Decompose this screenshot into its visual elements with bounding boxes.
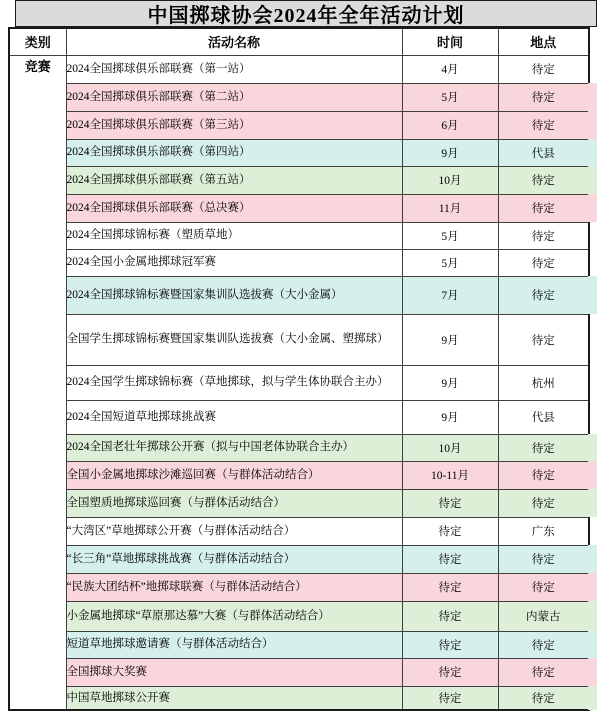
table-row <box>9 400 589 434</box>
activity-time-cell: 待定 <box>402 573 498 601</box>
activity-time-cell: 9月 <box>402 139 498 166</box>
activity-name-cell: 中国草地掷球公开赛 <box>66 686 402 710</box>
row-color-bleed-segment <box>588 545 597 573</box>
row-color-bleed-segment <box>588 194 597 222</box>
activity-time-cell: 待定 <box>402 631 498 658</box>
activity-place-cell: 代县 <box>498 400 589 434</box>
activity-time-cell: 10-11月 <box>402 461 498 489</box>
row-color-bleed-segment <box>588 461 597 489</box>
activity-place-cell: 待定 <box>498 686 589 710</box>
activity-name-cell: 2024全国掷球俱乐部联赛（总决赛） <box>66 194 402 222</box>
row-color-bleed-segment <box>588 365 597 400</box>
header-row <box>9 28 589 55</box>
row-color-bleed-segment <box>588 83 597 111</box>
activity-place-cell: 待定 <box>498 276 589 314</box>
activity-time-cell: 待定 <box>402 686 498 710</box>
table-row <box>9 686 589 710</box>
col-header-category: 类别 <box>9 28 66 55</box>
row-color-bleed-segment <box>588 314 597 365</box>
activity-time-cell: 待定 <box>402 517 498 545</box>
row-color-bleed-segment <box>588 434 597 461</box>
table-row <box>9 83 589 111</box>
table-row <box>9 314 589 365</box>
activity-name-cell: 2024全国掷球锦标赛暨国家集训队选拔赛（大小金属） <box>66 276 402 314</box>
activity-name-cell: 2024全国小金属地掷球冠军赛 <box>66 249 402 276</box>
table-row <box>9 461 589 489</box>
activity-place-cell: 广东 <box>498 517 589 545</box>
col-header-place: 地点 <box>498 28 589 55</box>
table-row <box>9 489 589 517</box>
activity-place-cell: 待定 <box>498 55 589 83</box>
activity-time-cell: 9月 <box>402 365 498 400</box>
activity-place-cell: 待定 <box>498 194 589 222</box>
activity-name-cell: 短道草地掷球邀请赛（与群体活动结合） <box>66 631 402 658</box>
row-color-bleed-segment <box>588 222 597 249</box>
activity-time-cell: 待定 <box>402 489 498 517</box>
activity-time-cell: 6月 <box>402 111 498 139</box>
table-row <box>9 111 589 139</box>
activity-place-cell: 待定 <box>498 434 589 461</box>
row-color-bleed-segment <box>588 573 597 601</box>
table-row <box>9 222 589 249</box>
activity-time-cell: 5月 <box>402 83 498 111</box>
activity-place-cell: 待定 <box>498 111 589 139</box>
row-color-bleed-segment <box>588 631 597 658</box>
col-header-time: 时间 <box>402 28 498 55</box>
activity-time-cell: 9月 <box>402 400 498 434</box>
row-color-bleed-segment <box>588 139 597 166</box>
activity-place-cell: 待定 <box>498 83 589 111</box>
table-row <box>9 658 589 686</box>
activity-place-cell: 待定 <box>498 249 589 276</box>
category-cell: 竞赛 <box>9 55 66 710</box>
table-row <box>9 55 589 83</box>
row-color-bleed-segment <box>588 517 597 545</box>
activity-place-cell: 待定 <box>498 166 589 194</box>
row-color-bleed-segment <box>588 489 597 517</box>
table-row <box>9 573 589 601</box>
activity-name-cell: 2024全国掷球俱乐部联赛（第三站） <box>66 111 402 139</box>
activity-place-cell: 杭州 <box>498 365 589 400</box>
activity-name-cell: 2024全国掷球俱乐部联赛（第四站） <box>66 139 402 166</box>
activity-name-cell: 2024全国老壮年掷球公开赛（拟与中国老体协联合主办） <box>66 434 402 461</box>
row-color-bleed-segment <box>588 400 597 434</box>
activity-name-cell: 小金属地掷球“草原那达慕”大赛（与群体活动结合） <box>66 601 402 631</box>
table-row <box>9 166 589 194</box>
activity-place-cell: 待定 <box>498 461 589 489</box>
row-color-bleed-segment <box>588 276 597 314</box>
activity-place-cell: 待定 <box>498 631 589 658</box>
activity-place-cell: 代县 <box>498 139 589 166</box>
row-color-bleed-segment <box>588 55 597 83</box>
activity-name-cell: 2024全国掷球锦标赛（塑质草地） <box>66 222 402 249</box>
activity-name-cell: 全国塑质地掷球巡回赛（与群体活动结合） <box>66 489 402 517</box>
activity-name-cell: 全国小金属地掷球沙滩巡回赛（与群体活动结合） <box>66 461 402 489</box>
activity-name-cell: “大湾区”草地掷球公开赛（与群体活动结合） <box>66 517 402 545</box>
row-color-bleed-strip <box>588 55 597 710</box>
table-row <box>9 194 589 222</box>
activity-time-cell: 待定 <box>402 545 498 573</box>
activity-name-cell: 全国掷球大奖赛 <box>66 658 402 686</box>
activity-place-cell: 待定 <box>498 489 589 517</box>
activity-name-cell: 2024全国学生掷球锦标赛（草地掷球，拟与学生体协联合主办） <box>66 365 402 400</box>
activity-name-cell: 2024全国掷球俱乐部联赛（第五站） <box>66 166 402 194</box>
table-row <box>9 139 589 166</box>
row-color-bleed-segment <box>588 249 597 276</box>
activity-time-cell: 10月 <box>402 434 498 461</box>
activity-name-cell: 2024全国短道草地掷球挑战赛 <box>66 400 402 434</box>
activity-place-cell: 待定 <box>498 545 589 573</box>
activity-name-cell: 2024全国掷球俱乐部联赛（第一站） <box>66 55 402 83</box>
activity-time-cell: 4月 <box>402 55 498 83</box>
activity-place-cell: 内蒙古 <box>498 601 589 631</box>
table-row <box>9 365 589 400</box>
activity-time-cell: 待定 <box>402 658 498 686</box>
row-color-bleed-segment <box>588 111 597 139</box>
table-row <box>9 601 589 631</box>
row-color-bleed-segment <box>588 166 597 194</box>
activity-time-cell: 10月 <box>402 166 498 194</box>
activity-place-cell: 待定 <box>498 573 589 601</box>
table-row <box>9 631 589 658</box>
activity-time-cell: 5月 <box>402 222 498 249</box>
activity-place-cell: 待定 <box>498 314 589 365</box>
activity-name-cell: 全国学生掷球锦标赛暨国家集训队选拔赛（大小金属、塑掷球） <box>66 314 402 365</box>
page-title: 中国掷球协会2024年全年活动计划 <box>15 0 597 27</box>
activity-time-cell: 9月 <box>402 314 498 365</box>
table-row <box>9 249 589 276</box>
table-row <box>9 545 589 573</box>
activity-name-cell: “民族大团结杯”地掷球联赛（与群体活动结合） <box>66 573 402 601</box>
activity-name-cell: “长三角”草地掷球挑战赛（与群体活动结合） <box>66 545 402 573</box>
activity-time-cell: 5月 <box>402 249 498 276</box>
row-color-bleed-segment <box>588 601 597 631</box>
row-color-bleed-segment <box>588 686 597 710</box>
row-color-bleed-segment <box>588 658 597 686</box>
activity-place-cell: 待定 <box>498 222 589 249</box>
table-row <box>9 517 589 545</box>
table-row <box>9 434 589 461</box>
activity-plan-table <box>8 27 590 711</box>
activity-time-cell: 11月 <box>402 194 498 222</box>
activity-time-cell: 待定 <box>402 601 498 631</box>
col-header-activity-name: 活动名称 <box>66 28 402 55</box>
activity-place-cell: 待定 <box>498 658 589 686</box>
table-row <box>9 276 589 314</box>
activity-name-cell: 2024全国掷球俱乐部联赛（第二站） <box>66 83 402 111</box>
activity-time-cell: 7月 <box>402 276 498 314</box>
